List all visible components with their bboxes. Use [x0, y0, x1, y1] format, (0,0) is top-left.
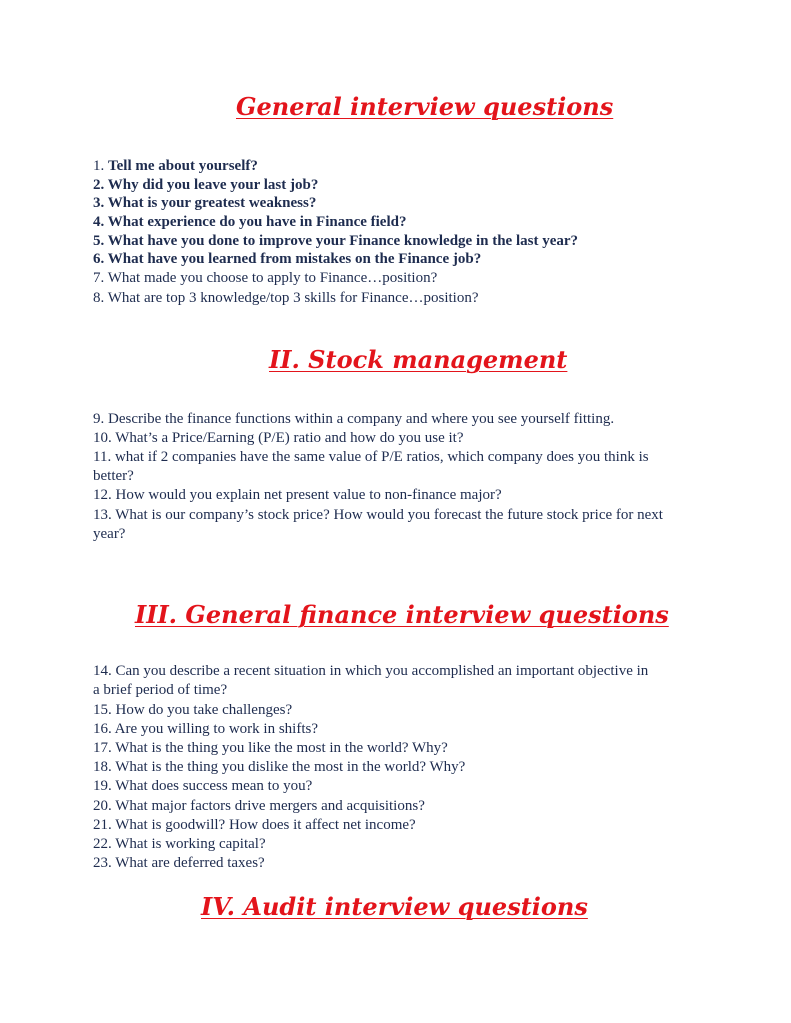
question-9: 9. Describe the finance functions within a company and where you see yourself fitting. — [93, 411, 615, 427]
question-14: 14. Can you describe a recent situation in which you accomplished an important objective in a brief period of time? — [93, 663, 649, 698]
question-19: 19. What does success mean to you? — [93, 778, 313, 794]
question-22: 22. What is working capital? — [93, 836, 266, 852]
section-heading-audit: IV. Audit interview questions — [201, 892, 588, 921]
question-10: 10. What’s a Price/Earning (P/E) ratio and how do you use it? — [93, 430, 464, 446]
question-text: Tell me about yourself? — [108, 158, 258, 174]
section-heading-general-finance: III. General finance interview questions — [135, 600, 669, 629]
question-13: 13. What is our company’s stock price? How would you forecast the future stock price for next year? — [93, 507, 663, 542]
section-heading-stock: II. Stock management — [269, 345, 568, 374]
question-7: 7. What made you choose to apply to Finance…position? — [93, 270, 438, 286]
question-3: 3. What is your greatest weakness? — [93, 195, 317, 211]
question-23: 23. What are deferred taxes? — [93, 855, 265, 871]
question-12: 12. How would you explain net present value to non-finance major? — [93, 487, 502, 503]
section-heading-general: General interview questions — [236, 92, 614, 121]
question-17: 17. What is the thing you like the most in the world? Why? — [93, 740, 448, 756]
question-6: 6. What have you learned from mistakes on the Finance job? — [93, 251, 482, 267]
question-8: 8. What are top 3 knowledge/top 3 skills for Finance…position? — [93, 290, 479, 306]
question-16: 16. Are you willing to work in shifts? — [93, 721, 318, 737]
question-2: 2. Why did you leave your last job? — [93, 177, 319, 193]
question-15: 15. How do you take challenges? — [93, 702, 293, 718]
question-5: 5. What have you done to improve your Finance knowledge in the last year? — [93, 233, 579, 249]
question-21: 21. What is goodwill? How does it affect net income? — [93, 817, 416, 833]
question-20: 20. What major factors drive mergers and acquisitions? — [93, 798, 425, 814]
question-1 — [93, 157, 258, 176]
question-number: 1. — [93, 158, 108, 174]
question-11: 11. what if 2 companies have the same value of P/E ratios, which company does you think is better? — [93, 449, 649, 484]
question-4: 4. What experience do you have in Finance field? — [93, 214, 407, 230]
question-18: 18. What is the thing you dislike the most in the world? Why? — [93, 759, 466, 775]
